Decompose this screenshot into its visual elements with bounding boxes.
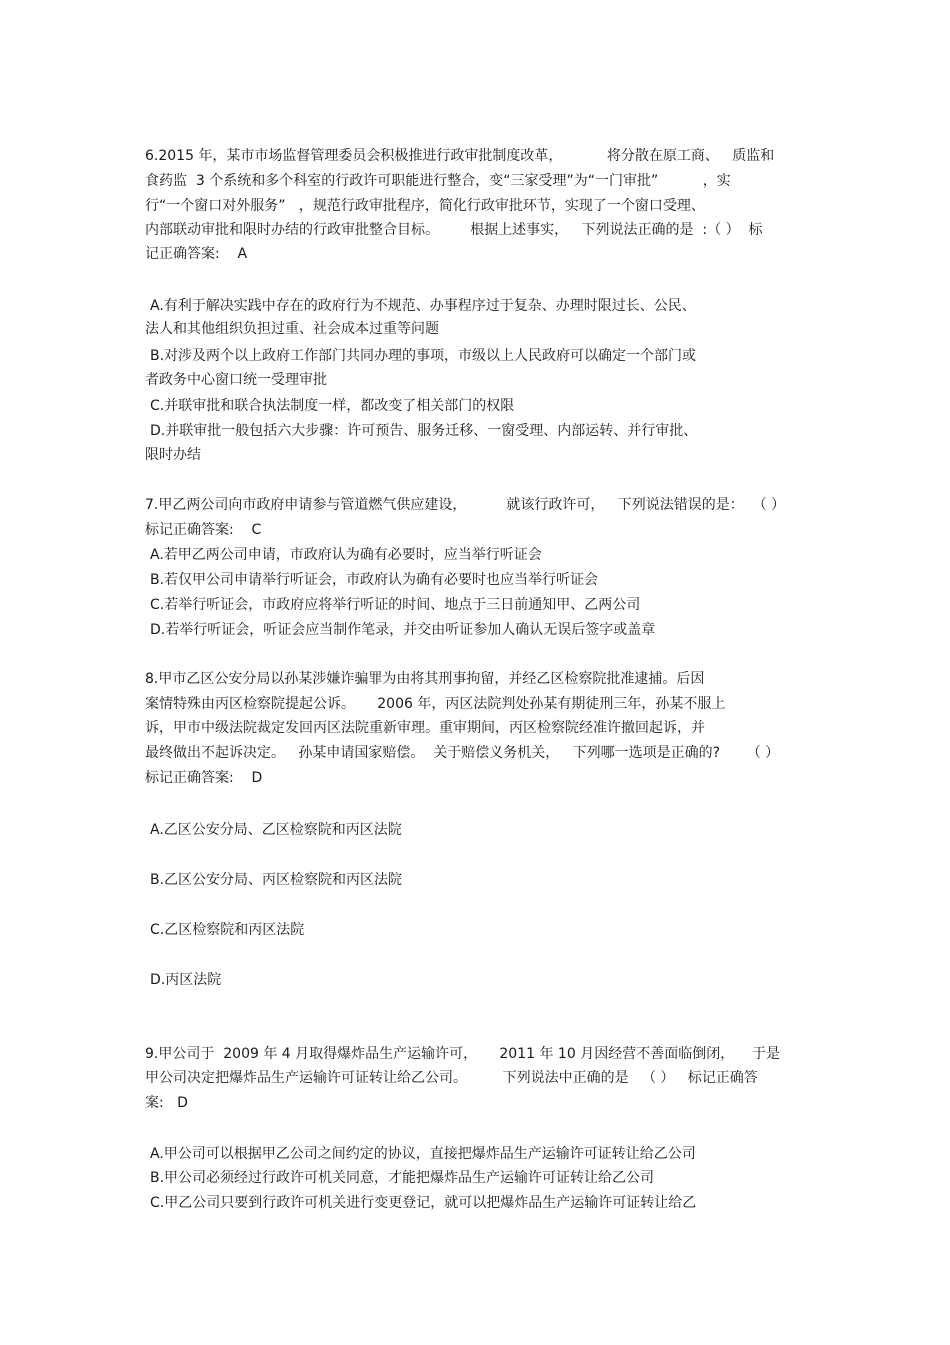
q7-option-d: D.若举行听证会，听证会应当制作笔录，并交由听证参加人确认无误后签字或盖章 — [150, 622, 656, 638]
q8-option-d: D.丙区法院 — [150, 972, 222, 988]
q8-stem-line-2: 案情特殊由丙区检察院提起公诉。 2006 年，丙区法院判处孙某有期徒刑三年，孙某不服上 — [145, 696, 726, 712]
q7-stem-line-1: 7.甲乙两公司向市政府申请参与管道燃气供应建设， 就该行政许可， 下列说法错误的是： （ ） — [145, 497, 786, 513]
q8-option-a: A.乙区公安分局、乙区检察院和丙区法院 — [150, 822, 402, 838]
q6-stem-line-2: 食药监 3 个系统和多个科室的行政许可职能进行整合，变“三家受理”为“一门审批” ，实 — [145, 173, 731, 189]
q8-answer-line: 标记正确答案: D — [145, 770, 263, 786]
q8-option-c: C.乙区检察院和丙区法院 — [150, 922, 305, 938]
q9-stem-line-2: 甲公司决定把爆炸品生产运输许可证转让给乙公司。 下列说法中正确的是 （ ） 标记正确答 — [145, 1070, 758, 1086]
q6-stem-line-1: 6.2015 年，某市市场监督管理委员会积极推进行政审批制度改革， 将分散在原工商、 质监和 — [145, 148, 775, 164]
q6-stem-line-4: 内部联动审批和限时办结的行政审批整合目标。 根据上述事实， 下列说法正确的是 :（ ） 标 — [145, 222, 763, 238]
q9-option-b: B.甲公司必须经过行政许可机关同意，才能把爆炸品生产运输许可证转让给乙公司 — [150, 1170, 655, 1186]
q7-answer-line: 标记正确答案: C — [145, 522, 262, 538]
q6-option-a-line-1: A.有利于解决实践中存在的政府行为不规范、办事程序过于复杂、办理时限过长、公民、 — [150, 298, 696, 314]
q9-answer-line: 案: D — [145, 1095, 188, 1111]
q6-option-c: C.并联审批和联合执法制度一样，都改变了相关部门的权限 — [150, 398, 515, 414]
q9-stem-line-1: 9.甲公司于 2009 年 4 月取得爆炸品生产运输许可， 2011 年 10 月因经营不善面临倒闭， 于是 — [145, 1046, 780, 1062]
q7-option-b: B.若仅甲公司申请举行听证会，市政府认为确有必要时也应当举行听证会 — [150, 572, 599, 588]
q6-stem-line-3: 行“一个窗口对外服务” ，规范行政审批程序，简化行政审批环节，实现了一个窗口受理、 — [145, 198, 705, 214]
q8-stem-line-4: 最终做出不起诉决定。 孙某申请国家赔偿。 关于赔偿义务机关， 下列哪一选项是正确的? （ ） — [145, 745, 780, 761]
q6-option-a-line-2: 法人和其他组织负担过重、社会成本过重等问题 — [145, 321, 439, 337]
q8-option-b: B.乙区公安分局、丙区检察院和丙区法院 — [150, 872, 403, 888]
q8-stem-line-1: 8.甲市乙区公安分局以孙某涉嫌诈骗罪为由将其刑事拘留，并经乙区检察院批准逮捕。后因 — [145, 671, 705, 687]
q7-option-c: C.若举行听证会，市政府应将举行听证的时间、地点于三日前通知甲、乙两公司 — [150, 597, 641, 613]
q9-option-a: A.甲公司可以根据甲乙公司之间约定的协议，直接把爆炸品生产运输许可证转让给乙公司 — [150, 1146, 696, 1162]
q6-answer-line: 记正确答案: A — [145, 246, 248, 262]
q8-stem-line-3: 诉，甲市中级法院裁定发回丙区法院重新审理。重审期间，丙区检察院经准许撤回起诉，并 — [145, 720, 705, 736]
q9-option-c: C.甲乙公司只要到行政许可机关进行变更登记，就可以把爆炸品生产运输许可证转让给乙 — [150, 1195, 697, 1211]
q6-option-d-line-1: D.并联审批一般包括六大步骤：许可预告、服务迁移、一窗受理、内部运转、并行审批、 — [150, 423, 698, 439]
q7-option-a: A.若甲乙两公司申请，市政府认为确有必要时，应当举行听证会 — [150, 547, 542, 563]
q6-option-b-line-2: 者政务中心窗口统一受理审批 — [145, 372, 327, 388]
q6-option-d-line-2: 限时办结 — [145, 447, 201, 463]
q6-option-b-line-1: B.对涉及两个以上政府工作部门共同办理的事项，市级以上人民政府可以确定一个部门或 — [150, 348, 697, 364]
